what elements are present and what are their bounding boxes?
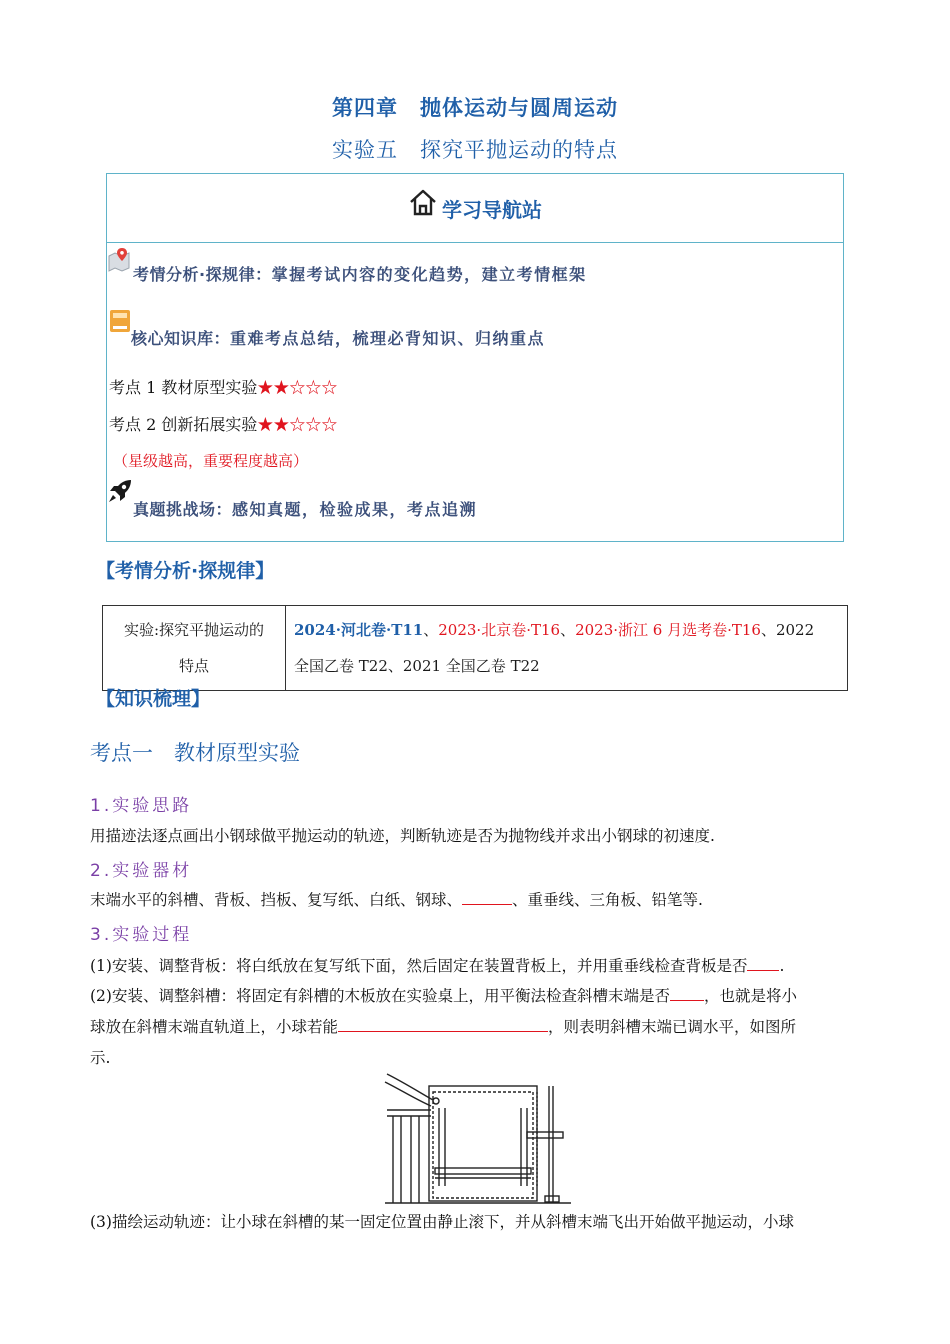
rocket-icon [107,478,133,504]
exam-ref-1: 2024·河北卷·T11 [294,621,424,639]
chapter-title: 第四章 抛体运动与圆周运动 [332,96,618,120]
fill-blank[interactable] [462,890,512,905]
s3-p1-a: (1)安装、调整背板：将白纸放在复写纸下面，然后固定在装置背板上，并用重垂线检查背板是否 [90,957,748,975]
key-point-one-title: 考点一 教材原型实验 [90,741,300,765]
key-point-1 [109,375,337,398]
subsection-1-text: 用描迹法逐点画出小钢球做平抛运动的轨迹，判断轨迹是否为抛物线并求出小钢球的初速度. [90,827,715,845]
exam-left-line1: 实验:探究平抛运动的 [123,621,265,639]
section-analysis-heading: 【考情分析·探规律】 [96,560,275,582]
s3-p2-e: 示. [90,1049,111,1067]
subsection-3-step2 [90,981,862,1074]
s2-text-a: 末端水平的斜槽、背板、挡板、复写纸、白纸、钢球、 [90,891,463,909]
exam-sep-1: 、 [423,621,439,639]
nav-item-knowledge[interactable] [131,326,545,349]
book-icon [109,309,131,333]
experiment-title: 实验五 探究平抛运动的特点 [332,138,618,162]
key-point-2 [109,412,337,435]
subsection-2-title: 2.实验器材 [90,861,193,881]
key-point-1-text: 考点 1 教材原型实验 [109,378,258,397]
exam-table-right-cell [286,606,848,691]
subsection-3-step3: (3)描绘运动轨迹：让小球在斜槽的某一固定位置由静止滚下，并从斜槽末端飞出开始做平抛运动，小球 [90,1213,794,1231]
map-pin-icon [107,246,133,272]
exam-table-left-cell [103,606,286,691]
s3-p2-d: ，则表明斜槽末端已调水平，如图所 [548,1018,797,1036]
nav-header [107,174,843,243]
section-knowledge-heading: 【知识梳理】 [96,688,211,710]
exam-rest-2: 全国乙卷 T22、2021 全国乙卷 T22 [294,657,540,675]
fill-blank[interactable] [670,986,704,1001]
exam-table [102,605,848,691]
nav-item-challenge-label: 真题挑战场： [133,500,233,519]
nav-title: 学习导航站 [442,197,542,222]
key-point-1-stars: ★★☆☆☆ [257,378,338,397]
key-point-2-text: 考点 2 创新拓展实验 [109,415,258,434]
key-point-2-stars: ★★☆☆☆ [257,415,338,434]
star-hint: （星级越高，重要程度越高） [113,452,309,470]
s3-p2-a: (2)安装、调整斜槽：将固定有斜槽的木板放在实验桌上，用平衡法检查斜槽末端是否 [90,987,670,1005]
exam-left-line2: 特点 [178,657,209,675]
nav-item-knowledge-label: 核心知识库： [131,329,231,348]
table-row [103,606,848,691]
s2-text-b: 、重垂线、三角板、铅笔等. [512,891,703,909]
home-icon [408,187,438,217]
apparatus-figure [383,1070,573,1206]
exam-ref-3: 2023·浙江 6 月选考卷·T16 [575,621,761,639]
nav-item-analysis-label: 考情分析·探规律： [133,265,272,284]
subsection-3-step1 [90,951,862,982]
fill-blank[interactable] [747,956,779,971]
nav-item-challenge[interactable] [133,497,477,520]
exam-ref-2: 2023·北京卷·T16 [438,621,561,639]
s3-p2-b: ，也就是将小 [703,987,797,1005]
exam-rest-1: 、2022 [760,621,815,639]
subsection-1-title: 1.实验思路 [90,796,193,816]
s3-p1-b: . [779,957,785,975]
subsection-2-text [90,885,862,916]
nav-item-analysis[interactable] [133,262,587,285]
nav-item-knowledge-desc: 重难考点总结，梳理必背知识、归纳重点 [230,329,546,348]
subsection-3-title: 3.实验过程 [90,925,193,945]
s3-p2-c: 球放在斜槽末端直轨道上，小球若能 [90,1018,339,1036]
study-navigation-box [106,173,844,542]
fill-blank[interactable] [338,1017,548,1032]
nav-item-analysis-desc: 掌握考试内容的变化趋势，建立考情框架 [271,265,587,284]
exam-sep-2: 、 [560,621,576,639]
nav-item-challenge-desc: 感知真题，检验成果，考点追溯 [232,500,478,519]
